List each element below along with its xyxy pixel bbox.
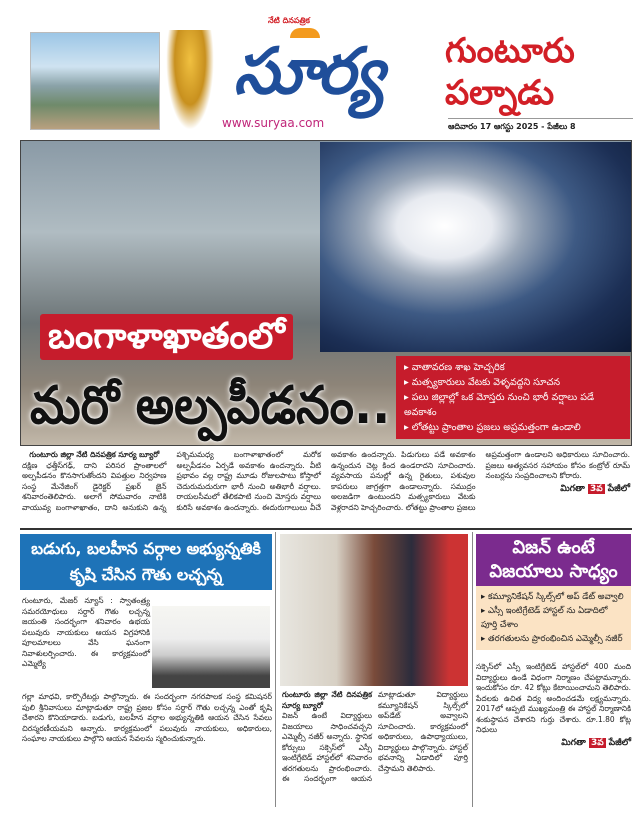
edition-line: పల్నాడు: [445, 73, 555, 113]
lead-headline: మరో అల్పపీడనం..: [30, 376, 391, 436]
left-story-text: గుంటూరు, మేజర్ న్యూస్ : స్వాతంత్ర్య సమరయోధులు సర్దార్ గౌతు లచ్చన్న జయంతి సందర్భంగా శనివారం ఉభయ పలువురు నాయకులు ఆయన విగ్రహానికి పూలమాలలు వేసి ఘనంగా నివాళులర్పించారు. ఈ కార్యక్రమంలో ఎమ్మెల్యే: [22, 596, 150, 668]
section-divider: [20, 528, 632, 530]
highlight-item: ▸ కమ్యూనికేషన్ స్కిల్స్‌లో అప్ డేట్ అవ్వాలి: [481, 590, 626, 604]
right-story-highlights: [476, 586, 631, 650]
middle-story-text: [282, 690, 468, 785]
highlight-item: ▸ వాతావరణ శాఖ హెచ్చరిక: [404, 360, 622, 375]
story-text: విజన్ ఉంటే విద్యార్థులు విజయాలు సాధించవచ్చని ఎమ్మెల్సీ నజీర్ అన్నారు. స్థానిక కోర్సులు సక్సెస్‌లో ఎస్సీ ఇంటిగ్రేటెడ్ హాస్టల్‌లో శనివారం తరగతులను ప్రారంభించారు. ఈ సందర్భంగా ఆయన మాట్లాడుతూ విద్యార్థులు కమ్యూనికేషన్ స్కిల్స్‌లో అప్‌డేట్ అవ్వాలని సూచించారు. కార్యక్రమంలో అధికారులు, ఉపాధ్యాయులు, విద్యార్థులు పాల్గొన్నారు. హాస్టల్ భవనాన్ని ఏడాదిలో పూర్తి చేస్తామని తెలిపారు.: [282, 690, 468, 783]
left-story-text: గల్లా మాధవి, కార్పొరేటర్లు పాల్గొన్నారు. ఈ సందర్భంగా నగరపాలక సంస్థ కమిషనర్ పులి శ్రీనివాసులు మాట్లాడుతూ రాష్ట్ర ప్రజల కోసం సర్దార్ గౌతు లచ్చన్న ఎంతో కృషి చేశారని కొనియాడారు. బడుగు, బలహీన వర్గాల అభ్యున్నతికి ఆయన చేసిన సేవలు చిరస్మరణీయమని అన్నారు. కార్యక్రమంలో పలువురు నాయకులు, అధికారులు, సంఘాల నాయకులు పాల్గొని ఆయన సేవలను స్మరించుకున్నారు.: [22, 692, 272, 743]
middle-story-photo: [280, 534, 468, 686]
lead-headline-top: బంగాళాఖాతంలో: [40, 314, 293, 360]
satellite-image: [320, 142, 631, 352]
highlight-item: ▸ తరగతులను ప్రారంభించిన ఎమ్మెల్సీ నజీర్: [481, 632, 626, 646]
continued-label: మిగతా: [561, 737, 586, 748]
highlight-item: ▸ లోతట్టు ప్రాంతాల ప్రజలు అప్రమత్తంగా ఉండాలి: [404, 420, 622, 435]
continued-note[interactable]: [476, 737, 631, 749]
dam-photo: [30, 32, 160, 130]
logo-tagline: నేటి దినపత్రిక: [268, 16, 310, 25]
edition-line: గుంటూరు: [445, 31, 575, 71]
highlight-item: ▸ ఎస్సీ ఇంటిగ్రేటెడ్ హాస్టల్ ను ఏడాదిలో పూర్తి చేశాం: [481, 604, 626, 632]
lead-highlights: [396, 356, 630, 439]
column-divider: [472, 532, 473, 807]
continued-page: 3వ: [589, 483, 603, 494]
right-story-text: [476, 662, 631, 749]
continued-label: మిగతా: [560, 483, 585, 494]
story-dateline: గుంటూరు జిల్లా నేటి దినపత్రిక సూర్య బ్యూరో: [282, 690, 372, 710]
highlight-item: ▸ పలు జిల్లాల్లో ఒక మోస్తరు నుంచి భారీ వర్షాలు పడే అవకాశం: [404, 390, 622, 420]
continued-page: 3వ: [590, 737, 604, 748]
right-story-headline: విజన్ ఉంటే విజయాలు సాధ్యం: [476, 534, 631, 586]
continued-suffix: పేజీలో: [608, 737, 631, 748]
continued-suffix: పేజీలో: [607, 483, 630, 494]
website-link[interactable]: www.suryaa.com: [222, 116, 325, 130]
statue-emblem: [166, 30, 214, 130]
newspaper-logo: సూర్య: [233, 35, 381, 109]
story-text: సక్సెస్‌లో ఎస్సీ ఇంటిగ్రేటెడ్ హాస్టల్‌లో 400 మంది విద్యార్థులు ఉండే విధంగా నిర్మాణం చేపట్టామన్నారు. ఇందుకోసం రూ. 42 కోట్లు కేటాయించామని తెలిపారు. పేదలకు ఉచిత విద్య అందించడమే లక్ష్యమన్నారు. 2017లో ఆప్పటి ముఖ్యమంత్రి ఈ హాస్టల్ నిర్మాణానికి శంకుస్థాపన చేశారని గుర్తు చేశారు. రూ.1.80 కోట్ల నిధులు: [476, 662, 631, 734]
highlight-item: ▸ మత్స్యకారులు వేటకు వెళ్ళవద్దని సూచన: [404, 375, 622, 390]
lead-story-body: [22, 450, 630, 513]
left-story-photo: [152, 606, 270, 688]
column-divider: [275, 532, 276, 807]
continued-note[interactable]: [486, 483, 631, 495]
story-dateline: గుంటూరు జిల్లా నేటి దినపత్రిక సూర్య బ్యూరో: [29, 450, 160, 459]
issue-dateline: ఆదివారం 17 ఆగస్టు 2025 - పేజీలు 8: [448, 118, 633, 132]
left-story-headline: బడుగు, బలహీన వర్గాల అభ్యున్నతికి కృషి చేసిన గౌతు లచ్చన్న: [20, 534, 272, 590]
story-text: దక్షిణ ఛత్తీస్‌గఢ్, దాని పరిసర ప్రాంతాలలో అల్పపీడనం కొనసాగుతోందని విపత్తుల నిర్వహణ సంస్థ మేనేజింగ్ డైరెక్టర్ ప్రఖర్ జైన్ శనివారంతెలిపారు. అలాగే సోమవారం నాటికి వాయువ్య బంగాళాఖాతం, దాని అనుకుని ఉన్న పశ్చిమమధ్య బంగాళాఖాతంలో మరోక అల్పపీడనం ఏర్పడే అవకాశం ఉందన్నారు. వీటి ప్రభావం వల్ల రాష్ట్ర మూడు రోజులపాటు కోస్తాలో చెదురుమదురుగా భారీ నుంచి అతిభారీ వర్షాలు. రాయలసీమలో తేలికపాటి నుంచి మోస్తరు వర్షాలు కురిసే అవకాశం ఉందన్నారు. ఈదురుగాలులు వీచే అవకాశం ఉందన్నారు. పిడుగులు పడే అవకాశం ఉన్నందున చెట్ల కింద ఉండరాదని సూచించారు. వ్యవసాయ పనుల్లో ఉన్న రైతులు, పశువుల కాపరులు జాగ్రత్తగా ఉండాలన్నారు. సముద్రం అలజడిగా ఉంటుందని మత్స్యకారులు వేటకు వెళ్లరాదని హెచ్చరించారు. లోతట్టు ప్రాంతాల ప్రజలు అప్రమత్తంగా ఉండాలని అధికారులు సూచించారు. ప్రజలు అత్యవసర సహాయం కోసం కంట్రోల్ రూమ్ నంబర్లను సంప్రదించాలని కోరారు.: [22, 450, 630, 512]
edition-name: [445, 30, 635, 114]
